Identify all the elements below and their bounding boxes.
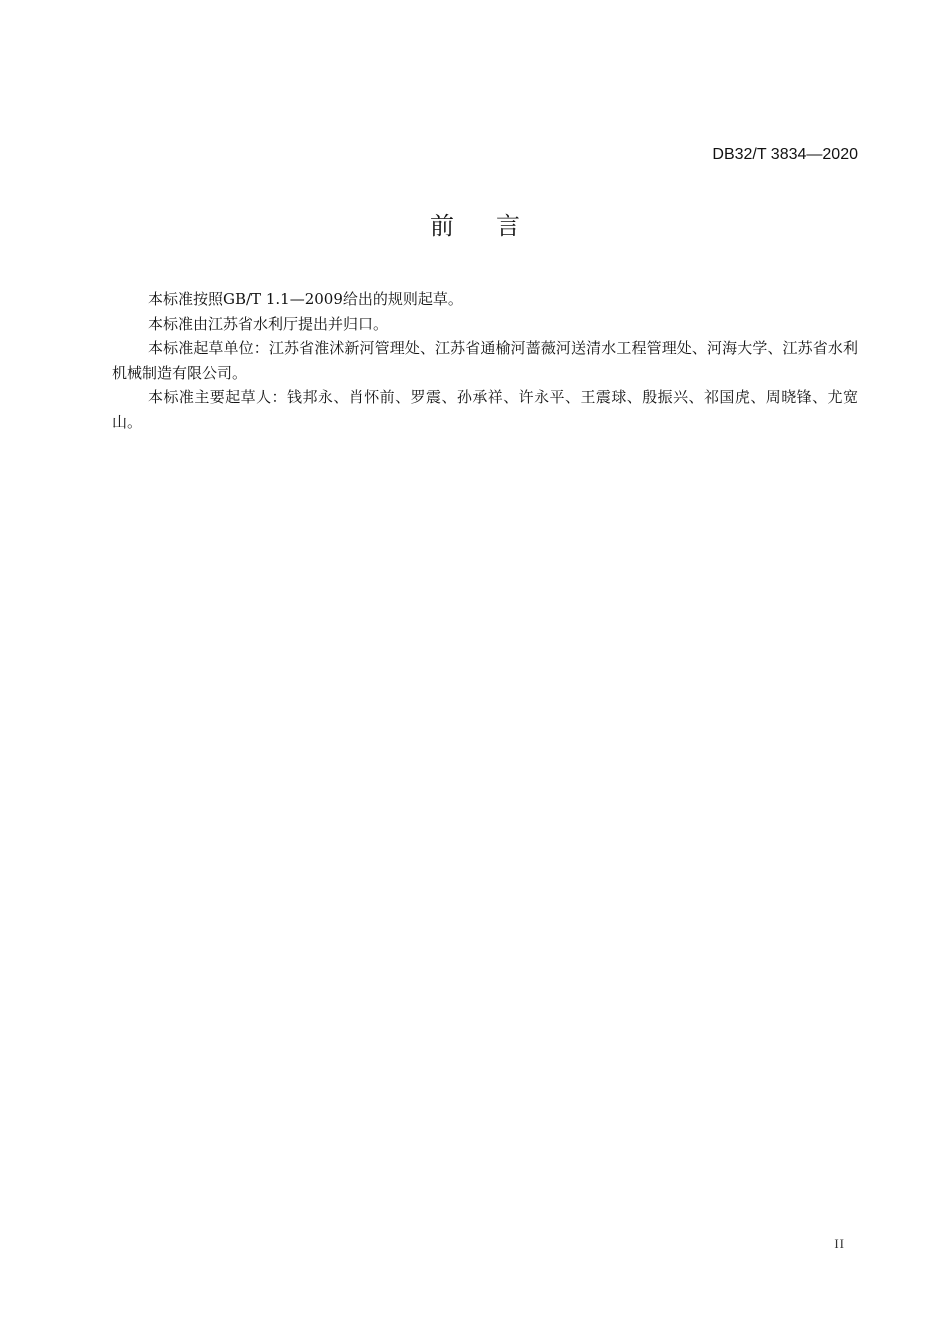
- paragraph-drafters: 本标准主要起草人：钱邦永、肖怀前、罗震、孙承祥、许永平、王震球、殷振兴、祁国虎、周晓锋、尤宽山。: [112, 388, 858, 431]
- document-code: DB32/T 3834—2020: [712, 146, 858, 163]
- paragraph-proposer: 本标准由江苏省水利厅提出并归口。: [148, 314, 389, 333]
- paragraph-drafting-rules: 本标准按照GB/T 1.1—2009给出的规则起草。: [148, 290, 463, 308]
- page-title-char-2: 言: [496, 212, 520, 240]
- page-title-char-1: 前: [430, 212, 454, 240]
- page-number: II: [834, 1236, 845, 1251]
- paragraph-drafting-units: 本标准起草单位：江苏省淮沭新河管理处、江苏省通榆河蔷薇河送清水工程管理处、河海大学、江苏省水利机械制造有限公司。: [112, 339, 858, 382]
- page-title: [0, 206, 950, 241]
- preface-body: [112, 287, 858, 434]
